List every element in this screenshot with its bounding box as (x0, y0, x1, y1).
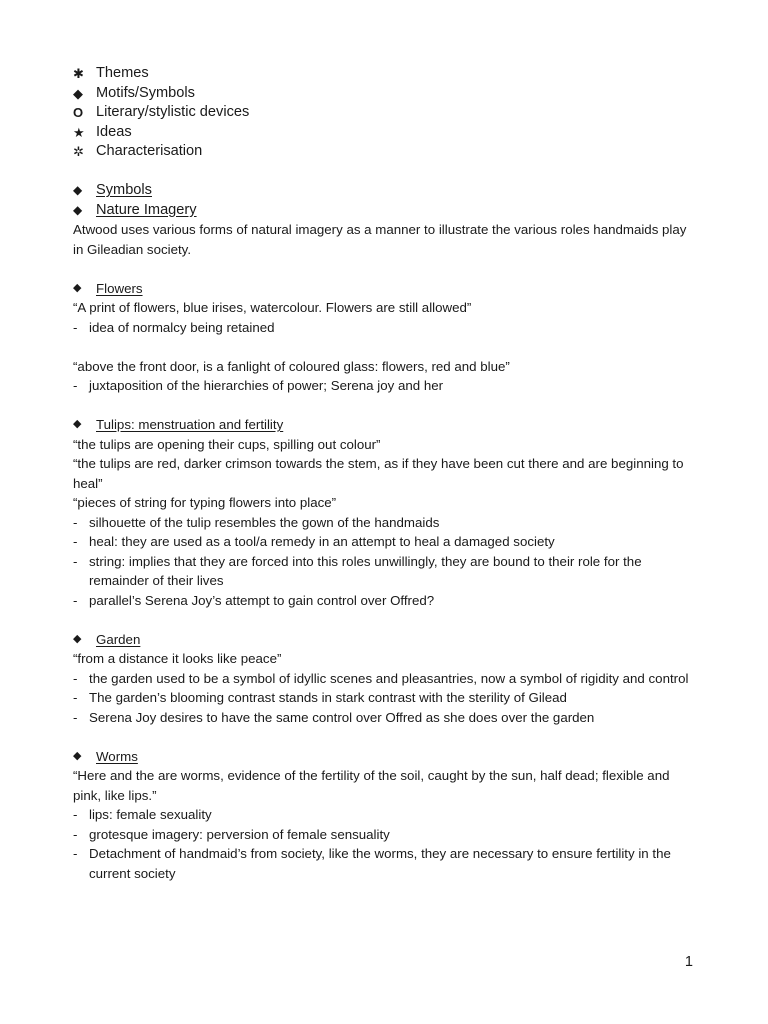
list-item (73, 844, 698, 883)
dash-bullet: - (73, 846, 78, 861)
bullet-text: The garden’s blooming contrast stands in stark contrast with the sterility of Gilead (89, 690, 567, 705)
bullet-text: heal: they are used as a tool/a remedy in an attempt to heal a damaged society (89, 534, 555, 549)
diamond-icon: ◆ (73, 183, 83, 197)
nature-heading-row (73, 201, 698, 221)
legend-label: Characterisation (96, 143, 203, 159)
list-item (73, 532, 698, 552)
diamond-icon: ◆ (73, 85, 83, 101)
legend-row-motifs (73, 84, 698, 104)
dash-bullet: - (73, 807, 78, 822)
list-item (73, 552, 698, 591)
diamond-icon: ◆ (73, 281, 82, 294)
worms-heading: Worms (96, 748, 138, 764)
dash-bullet: - (73, 709, 78, 725)
list-item (73, 376, 698, 396)
list-item (73, 591, 698, 611)
garden-quote: “from a distance it looks like peace” (73, 651, 282, 666)
flowers-quote: “A print of flowers, blue irises, watercolour. Flowers are still allowed” (73, 300, 472, 315)
legend-row-devices (73, 103, 698, 123)
bullet-text: lips: female sexuality (89, 807, 212, 822)
diamond-icon: ◆ (73, 418, 82, 430)
tulips-heading: Tulips: menstruation and fertility (96, 417, 284, 432)
dash-bullet: - (73, 319, 78, 335)
symbols-heading-row (73, 181, 698, 201)
dash-bullet: - (73, 514, 78, 530)
diamond-icon: ◆ (73, 202, 83, 217)
list-item (73, 825, 698, 845)
symbols-heading: Symbols (96, 182, 152, 198)
dash-bullet: - (73, 670, 78, 686)
tulips-quote: “the tulips are red, darker crimson towards the stem, as if they have been cut there and are beginning to heal” (73, 456, 684, 491)
list-item (73, 513, 698, 533)
legend-row-characterisation (73, 142, 698, 162)
flowers-heading-row (73, 279, 698, 299)
bullet-text: silhouette of the tulip resembles the gown of the handmaids (89, 514, 440, 530)
dash-bullet: - (73, 534, 78, 549)
list-item (73, 669, 698, 689)
bullet-text: Detachment of handmaid’s from society, like the worms, they are necessary to ensure fertility in the current society (89, 846, 671, 881)
garden-heading: Garden (96, 631, 141, 647)
legend-label: Motifs/Symbols (96, 84, 195, 101)
legend-row-ideas (73, 123, 698, 143)
legend-label: Ideas (96, 123, 132, 140)
diamond-icon: ◆ (73, 749, 82, 762)
diamond-icon: ◆ (73, 632, 82, 645)
worms-quote: “Here and the are worms, evidence of the fertility of the soil, caught by the sun, half dead; flexible and pink, like lips.” (73, 768, 670, 803)
bullet-text: the garden used to be a symbol of idyllic scenes and pleasantries, now a symbol of rigidity and control (89, 670, 689, 686)
bullet-text: parallel’s Serena Joy’s attempt to gain control over Offred? (89, 592, 435, 608)
legend-row-themes (73, 64, 698, 84)
document-page (73, 64, 698, 883)
bullet-text: string: implies that they are forced into this roles unwillingly, they are bound to their role for the remainder of their lives (89, 553, 642, 588)
intro-paragraph: Atwood uses various forms of natural imagery as a manner to illustrate the various roles handmaids play in Gileadian society. (73, 222, 687, 257)
flowers-heading: Flowers (96, 280, 143, 296)
bullet-text: grotesque imagery: perversion of female sensuality (89, 826, 390, 842)
page-number: 1 (684, 954, 693, 970)
flowers-quote: “above the front door, is a fanlight of coloured glass: flowers, red and blue” (73, 358, 510, 374)
list-item (73, 708, 698, 728)
star-icon: ★ (73, 124, 85, 140)
nature-heading: Nature Imagery (96, 201, 197, 218)
bullet-text: idea of normalcy being retained (89, 319, 275, 335)
dash-bullet: - (73, 826, 78, 842)
tulips-quote: “pieces of string for typing flowers into place” (73, 495, 337, 510)
list-item (73, 688, 698, 708)
garden-heading-row (73, 630, 698, 650)
dash-bullet: - (73, 592, 78, 608)
legend-label: Literary/stylistic devices (96, 104, 250, 120)
dash-bullet: - (73, 690, 78, 705)
tulips-quote: “the tulips are opening their cups, spilling out colour” (73, 436, 381, 452)
bullet-text: juxtaposition of the hierarchies of power; Serena joy and her (89, 378, 444, 393)
legend-label: Themes (96, 65, 149, 81)
open-asterisk-icon: ✲ (73, 144, 84, 159)
asterisk-icon: ✱ (73, 66, 84, 81)
list-item (73, 805, 698, 825)
tulips-heading-row (73, 415, 698, 435)
bullet-text: Serena Joy desires to have the same control over Offred as she does over the garden (89, 709, 595, 725)
dash-bullet: - (73, 378, 78, 393)
dash-bullet: - (73, 553, 78, 569)
worms-heading-row (73, 747, 698, 767)
circle-icon: O (73, 105, 84, 120)
list-item (73, 318, 698, 338)
